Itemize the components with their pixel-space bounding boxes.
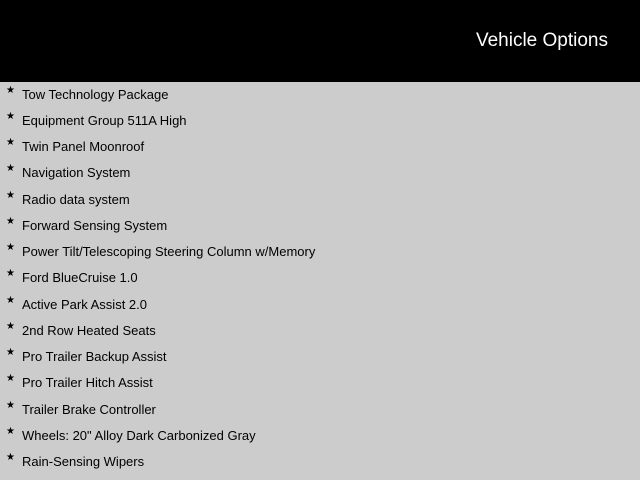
option-label: Tow Technology Package: [22, 87, 169, 102]
star-icon: ★: [6, 268, 15, 279]
star-icon: ★: [6, 347, 15, 358]
star-icon: ★: [6, 452, 15, 463]
list-item: [0, 318, 640, 344]
option-label: Pro Trailer Backup Assist: [22, 349, 167, 364]
option-label: Wheels: 20" Alloy Dark Carbonized Gray: [22, 428, 256, 443]
option-label: Trailer Brake Controller: [22, 402, 156, 417]
list-item: [0, 370, 640, 396]
option-label: Power Tilt/Telescoping Steering Column w/Memory: [22, 244, 316, 259]
star-icon: ★: [6, 321, 15, 332]
list-item: [0, 344, 640, 370]
option-label: Active Park Assist 2.0: [22, 297, 147, 312]
option-label: Pro Trailer Hitch Assist: [22, 375, 153, 390]
page-title: Vehicle Options: [475, 30, 608, 51]
list-item: [0, 213, 640, 239]
list-item: [0, 265, 640, 291]
option-label: 2nd Row Heated Seats: [22, 323, 156, 338]
star-icon: ★: [6, 295, 15, 306]
list-item: [0, 292, 640, 318]
star-icon: ★: [6, 137, 15, 148]
list-item: [0, 108, 640, 134]
star-icon: ★: [6, 242, 15, 253]
option-label: Forward Sensing System: [22, 218, 168, 233]
list-item: [0, 82, 640, 108]
option-label: Ford BlueCruise 1.0: [22, 270, 138, 285]
option-label: Radio data system: [22, 192, 130, 207]
star-icon: ★: [6, 216, 15, 227]
option-label: Navigation System: [22, 165, 131, 180]
option-label: Equipment Group 511A High: [22, 113, 187, 128]
option-label: Rain-Sensing Wipers: [22, 454, 145, 469]
list-item: [0, 160, 640, 186]
page-header: [0, 0, 640, 82]
star-icon: ★: [6, 426, 15, 437]
star-icon: ★: [6, 373, 15, 384]
star-icon: ★: [6, 400, 15, 411]
list-item: [0, 449, 640, 475]
option-label: Twin Panel Moonroof: [22, 139, 145, 154]
vehicle-options-list: [0, 82, 640, 480]
star-icon: ★: [6, 111, 15, 122]
list-item: [0, 397, 640, 423]
star-icon: ★: [6, 190, 15, 201]
list-item: [0, 239, 640, 265]
list-item: [0, 134, 640, 160]
list-item: [0, 423, 640, 449]
list-item: [0, 187, 640, 213]
star-icon: ★: [6, 163, 15, 174]
star-icon: ★: [6, 85, 15, 96]
